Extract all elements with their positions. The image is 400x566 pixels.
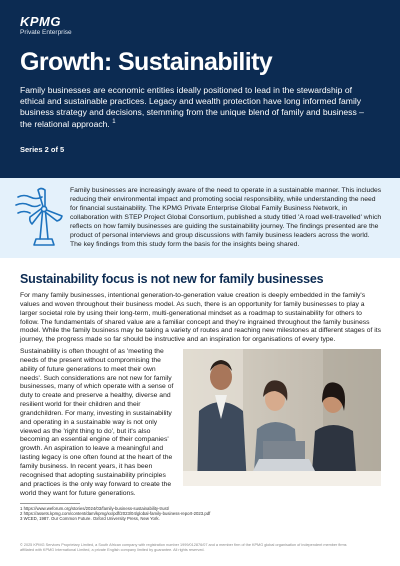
footnote-divider <box>20 503 80 504</box>
footnote-1[interactable]: 1 https://www.weforum.org/stories/2024/03/family-business-sustainability-trust/ <box>20 506 170 511</box>
footnote-2[interactable]: 2 https://assets.kpmg.com/content/dam/kpmg/xx/pdf/2023/04/global-family-business-report-2023.pdf <box>20 511 211 517</box>
page-title: Growth: Sustainability <box>20 48 273 76</box>
brand-name: KPMG <box>20 14 61 29</box>
callout-box <box>0 178 400 258</box>
legal-notice: © 2025 KPMG Services Proprietary Limited, a South African company with registration number 1999/012876/07 and a member firm of the KPMG global organisation of independent member firms affiliated with KPMG International Limited, a private English company limited by guarantee. All rights reserved. <box>20 543 347 552</box>
series-label: Series 2 of 5 <box>20 145 65 154</box>
footnote-ref-1: 1 <box>112 118 116 125</box>
body-paragraph-1: For many family businesses, intentional generation-to-generation value creation is deeply embedded in the family's values and woven throughout their business model. As such, there is an opportunity for family businesses to play a larger societal role by using their long-term, multi-generational mindset as a roadmap to sustainability for others to follow. The fundamentals of shared value are a familiar concept and they're ingrained throughout the family business model. While the family business may be taking a variety of routes and reaching new milestones at different stages of its journey, the progress made so far should be instructive and an inspiration for organisations of every type. <box>20 292 382 344</box>
intro-text: Family businesses are economic entities ideally positioned to lead in the stewardship of ethical and sustainable practices. Legacy and wealth protection have long informed family business strategy and decisions, stemming from the unique blend of family and business – the relational approach. $^1$ <box>20 85 364 129</box>
callout-text: Family businesses are increasingly aware of the need to operate in a sustainable manner. This includes reducing their environmental impact and promoting social responsibility, while understanding the need for financial sustainability. The KPMG Private Enterprise Global Family Business Network, in collaboration with STEP Project Global Consortium, published a study titled 'A road well-travelled' which reflects on how family businesses are guiding the sustainability journey. The findings presented are the product of personal interviews and group discussions with family business leaders across the world. The key findings from this study form the basis for the insights being shared. <box>70 187 382 249</box>
body-paragraph-2: Sustainability is often thought of as 'meeting the needs of the present without compromising the ability of future generations to meet their own needs'. Such considerations are not new for family businesses, many of which operate with a sense of duty to create and preserve a healthy, diverse and resilient world for their children and their grandchildren. For many, investing in sustainability and operating in a sustainable way is not only viewed as the 'right thing to do', but it's also becoming an essential engine of their companies' growth. An aspiration to leave a meaningful and lasting legacy is one often found at the heart of the family business. In recent years, it has been recognised that adopting sustainability principles and practices is the only way forward to create the world they want for future generations. <box>20 348 174 497</box>
section-heading: Sustainability focus is not new for family businesses <box>20 272 324 286</box>
brand-subtitle: Private Enterprise <box>20 29 72 36</box>
kpmg-logo <box>20 14 72 36</box>
footnote-3: 3 WCED, 1987. Our Common Future. Oxford University Press, New York. <box>20 516 160 522</box>
business-team-photo <box>183 349 381 486</box>
hero-banner <box>0 0 400 197</box>
wind-turbine-icon <box>10 183 68 249</box>
footnotes <box>20 506 210 522</box>
